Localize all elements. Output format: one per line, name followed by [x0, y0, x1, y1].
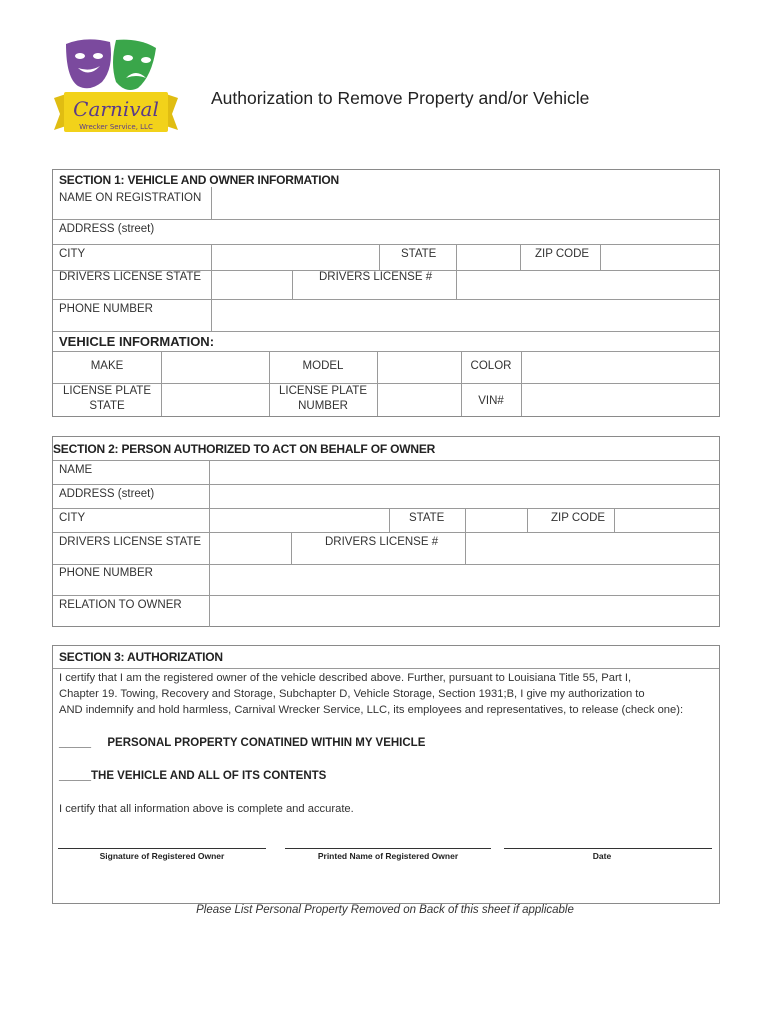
label-plate-number: LICENSE PLATE NUMBER: [279, 385, 367, 412]
label-agent-name: NAME: [59, 464, 93, 476]
checkbox-blank-2[interactable]: _____: [59, 770, 91, 782]
label-vin: VIN#: [478, 395, 504, 407]
input-name-on-registration[interactable]: [212, 187, 718, 219]
label-address: ADDRESS (street): [59, 223, 155, 235]
section-3-heading: SECTION 3: AUTHORIZATION: [59, 650, 223, 664]
label-relation: RELATION TO OWNER: [59, 599, 182, 611]
tragedy-mask-icon: [113, 40, 156, 90]
option-personal-property[interactable]: _____ PERSONAL PROPERTY CONATINED WITHIN MY VEHICLE: [59, 737, 426, 749]
label-agent-zip: ZIP CODE: [551, 512, 606, 524]
input-dl-state[interactable]: [212, 270, 291, 299]
label-agent-dl-state: DRIVERS LICENSE STATE: [59, 536, 202, 548]
input-vin[interactable]: [522, 384, 718, 416]
form-title: Authorization to Remove Property and/or Vehicle: [211, 88, 590, 108]
input-make[interactable]: [162, 351, 268, 383]
input-agent-city[interactable]: [210, 508, 388, 532]
section-1-box: [52, 169, 720, 417]
authorization-paragraph: I certify that I am the registered owner of the vehicle described above. Further, pursuant to Louisiana Title 55, Part I, Chapter 19. Towing, Recovery and Storage, Subchapter D, Vehicle Storage, Section 1931;B, I give my authorization to AND indemnify and hold harmless, Carnival Wrecker Service, LLC, its employees and representatives, to release (check one):: [59, 672, 684, 716]
input-plate-state[interactable]: [162, 384, 268, 416]
input-agent-state[interactable]: [466, 508, 526, 532]
label-city: CITY: [59, 248, 86, 260]
input-plate-number[interactable]: [378, 384, 460, 416]
label-make: MAKE: [90, 360, 124, 372]
certify-statement: I certify that all information above is complete and accurate.: [59, 803, 354, 815]
option-vehicle-and-contents[interactable]: _____THE VEHICLE AND ALL OF ITS CONTENTS: [59, 770, 327, 782]
signature-line[interactable]: [58, 848, 266, 849]
label-agent-phone: PHONE NUMBER: [59, 567, 153, 579]
printed-name-label: Printed Name of Registered Owner: [317, 851, 459, 861]
label-agent-address: ADDRESS (street): [59, 488, 155, 500]
label-name-on-registration: NAME ON REGISTRATION: [59, 192, 202, 204]
input-relation[interactable]: [210, 595, 718, 626]
input-dl-number[interactable]: [457, 270, 718, 299]
vehicle-info-heading: VEHICLE INFORMATION:: [59, 334, 215, 349]
date-label: Date: [592, 851, 612, 861]
label-state: STATE: [401, 248, 437, 260]
label-phone: PHONE NUMBER: [59, 303, 153, 315]
footer-note: Please List Personal Property Removed on Back of this sheet if applicable: [196, 904, 574, 916]
input-agent-name[interactable]: [210, 460, 718, 484]
section-3-box: [52, 645, 720, 904]
input-agent-dl-number[interactable]: [466, 532, 718, 564]
date-line[interactable]: [504, 848, 712, 849]
input-zip[interactable]: [601, 244, 718, 269]
label-dl-state: DRIVERS LICENSE STATE: [59, 271, 202, 283]
section-2-heading: SECTION 2: PERSON AUTHORIZED TO ACT ON BEHALF OF OWNER: [53, 442, 436, 456]
section-2-box: [52, 436, 720, 627]
input-model[interactable]: [378, 351, 460, 383]
label-agent-state: STATE: [409, 512, 445, 524]
comedy-mask-icon: [66, 39, 111, 88]
label-agent-dl-number: DRIVERS LICENSE #: [325, 536, 439, 548]
label-color: COLOR: [470, 360, 512, 372]
section-1-heading: SECTION 1: VEHICLE AND OWNER INFORMATION: [59, 173, 340, 187]
printed-name-line[interactable]: [285, 848, 491, 849]
input-state[interactable]: [457, 244, 519, 269]
input-phone[interactable]: [212, 299, 718, 331]
svg-text:Wrecker Service, LLC: Wrecker Service, LLC: [79, 123, 153, 131]
label-plate-state: LICENSE PLATE STATE: [63, 385, 151, 412]
input-agent-dl-state[interactable]: [210, 532, 290, 564]
input-color[interactable]: [522, 351, 718, 383]
checkbox-blank-1[interactable]: _____: [59, 737, 91, 749]
input-agent-phone[interactable]: [210, 564, 718, 595]
company-logo: [52, 34, 180, 138]
input-agent-address[interactable]: [210, 484, 718, 508]
label-agent-city: CITY: [59, 512, 86, 524]
label-zip: ZIP CODE: [535, 248, 590, 260]
label-dl-number: DRIVERS LICENSE #: [319, 271, 433, 283]
signature-label: Signature of Registered Owner: [99, 851, 225, 861]
svg-text:Carnival: Carnival: [73, 97, 159, 121]
label-model: MODEL: [302, 360, 344, 372]
input-agent-zip[interactable]: [615, 508, 718, 532]
input-city[interactable]: [212, 244, 378, 269]
